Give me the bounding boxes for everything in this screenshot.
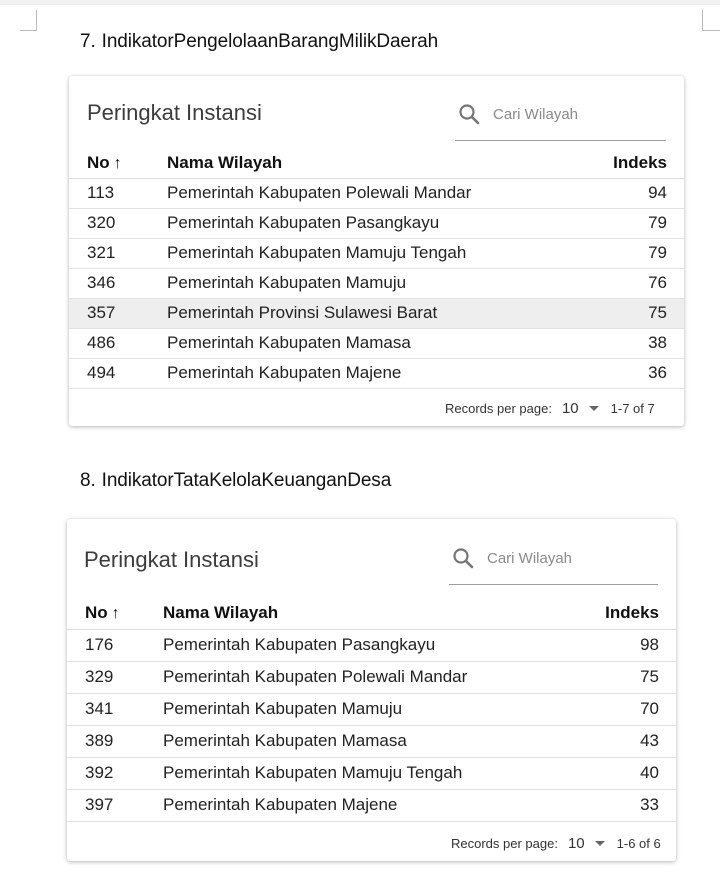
cell-name: Pemerintah Kabupaten Mamuju [166, 268, 574, 298]
ranking-card [69, 76, 684, 426]
column-header-name[interactable]: Nama Wilayah [162, 597, 566, 629]
cell-index: 75 [574, 298, 684, 328]
pagination-range: 1-7 of 7 [610, 400, 655, 416]
table-row [69, 238, 684, 268]
table-row [67, 757, 676, 789]
column-header-no[interactable]: No ↑ [67, 597, 162, 629]
search-field[interactable] [449, 534, 658, 585]
cell-index: 40 [566, 757, 676, 789]
card-title: Peringkat Instansi [87, 100, 262, 125]
ranking-table [67, 597, 676, 822]
arrow-up-icon: ↑ [113, 154, 122, 172]
section-heading [80, 470, 391, 492]
table-row [67, 661, 676, 693]
ranking-table [69, 148, 684, 389]
cell-name: Pemerintah Kabupaten Mamuju Tengah [166, 238, 574, 268]
page-corner-mark-right [702, 10, 720, 31]
cell-index: 75 [566, 661, 676, 693]
section-title: IndikatorTataKelolaKeuanganDesa [101, 470, 392, 491]
search-icon [451, 546, 475, 570]
table-row [67, 725, 676, 757]
table-row [69, 328, 684, 358]
table-footer [451, 833, 661, 853]
ranking-card [67, 519, 676, 861]
table-row [69, 298, 684, 328]
cell-index: 79 [574, 238, 684, 268]
table-row [67, 693, 676, 725]
cell-index: 76 [574, 268, 684, 298]
pagination-range: 1-6 of 6 [616, 835, 661, 851]
cell-index: 33 [566, 789, 676, 821]
cell-no: 176 [67, 629, 162, 661]
cell-index: 43 [566, 725, 676, 757]
section-heading [80, 31, 438, 53]
dropdown-caret-icon[interactable] [589, 406, 599, 411]
cell-no: 486 [69, 328, 166, 358]
cell-no: 357 [69, 298, 166, 328]
records-per-page-select[interactable]: 10 [561, 399, 579, 417]
records-per-page-label: Records per page: [451, 835, 558, 851]
page-corner-mark-left [20, 10, 37, 31]
card-title: Peringkat Instansi [84, 547, 259, 572]
page-top-edge [0, 0, 720, 5]
dropdown-caret-icon[interactable] [595, 841, 605, 846]
table-row [69, 268, 684, 298]
table-header-row [67, 597, 676, 629]
cell-name: Pemerintah Kabupaten Majene [162, 789, 566, 821]
search-icon [457, 102, 481, 126]
table-row [69, 208, 684, 238]
table-row [67, 789, 676, 821]
cell-no: 341 [67, 693, 162, 725]
table-row [67, 629, 676, 661]
table-footer [445, 398, 655, 418]
cell-no: 320 [69, 208, 166, 238]
section-title: IndikatorPengelolaanBarangMilikDaerah [101, 31, 439, 52]
column-header-name[interactable]: Nama Wilayah [166, 148, 574, 178]
cell-no: 392 [67, 757, 162, 789]
cell-index: 98 [566, 629, 676, 661]
cell-name: Pemerintah Kabupaten Mamuju [162, 693, 566, 725]
cell-name: Pemerintah Kabupaten Polewali Mandar [166, 178, 574, 208]
table-row [69, 358, 684, 388]
search-field[interactable] [455, 90, 666, 141]
cell-name: Pemerintah Kabupaten Polewali Mandar [162, 661, 566, 693]
records-per-page-label: Records per page: [445, 400, 552, 416]
cell-no: 113 [69, 178, 166, 208]
search-input[interactable] [493, 102, 643, 126]
cell-no: 397 [67, 789, 162, 821]
cell-name: Pemerintah Provinsi Sulawesi Barat [166, 298, 574, 328]
cell-no: 321 [69, 238, 166, 268]
cell-index: 38 [574, 328, 684, 358]
section-number: 8. [80, 470, 96, 491]
cell-no: 346 [69, 268, 166, 298]
cell-name: Pemerintah Kabupaten Pasangkayu [162, 629, 566, 661]
cell-no: 329 [67, 661, 162, 693]
cell-name: Pemerintah Kabupaten Mamasa [162, 725, 566, 757]
cell-name: Pemerintah Kabupaten Majene [166, 358, 574, 388]
cell-index: 79 [574, 208, 684, 238]
cell-index: 36 [574, 358, 684, 388]
cell-no: 494 [69, 358, 166, 388]
arrow-up-icon: ↑ [111, 604, 120, 622]
search-input[interactable] [487, 546, 637, 570]
table-header-row [69, 148, 684, 178]
cell-name: Pemerintah Kabupaten Mamuju Tengah [162, 757, 566, 789]
cell-name: Pemerintah Kabupaten Pasangkayu [166, 208, 574, 238]
column-header-index[interactable]: Indeks [574, 148, 684, 178]
column-header-no[interactable]: No ↑ [69, 148, 166, 178]
records-per-page-select[interactable]: 10 [567, 834, 585, 852]
cell-index: 94 [574, 178, 684, 208]
section-number: 7. [80, 31, 96, 52]
cell-no: 389 [67, 725, 162, 757]
cell-index: 70 [566, 693, 676, 725]
table-row [69, 178, 684, 208]
cell-name: Pemerintah Kabupaten Mamasa [166, 328, 574, 358]
column-header-index[interactable]: Indeks [566, 597, 676, 629]
